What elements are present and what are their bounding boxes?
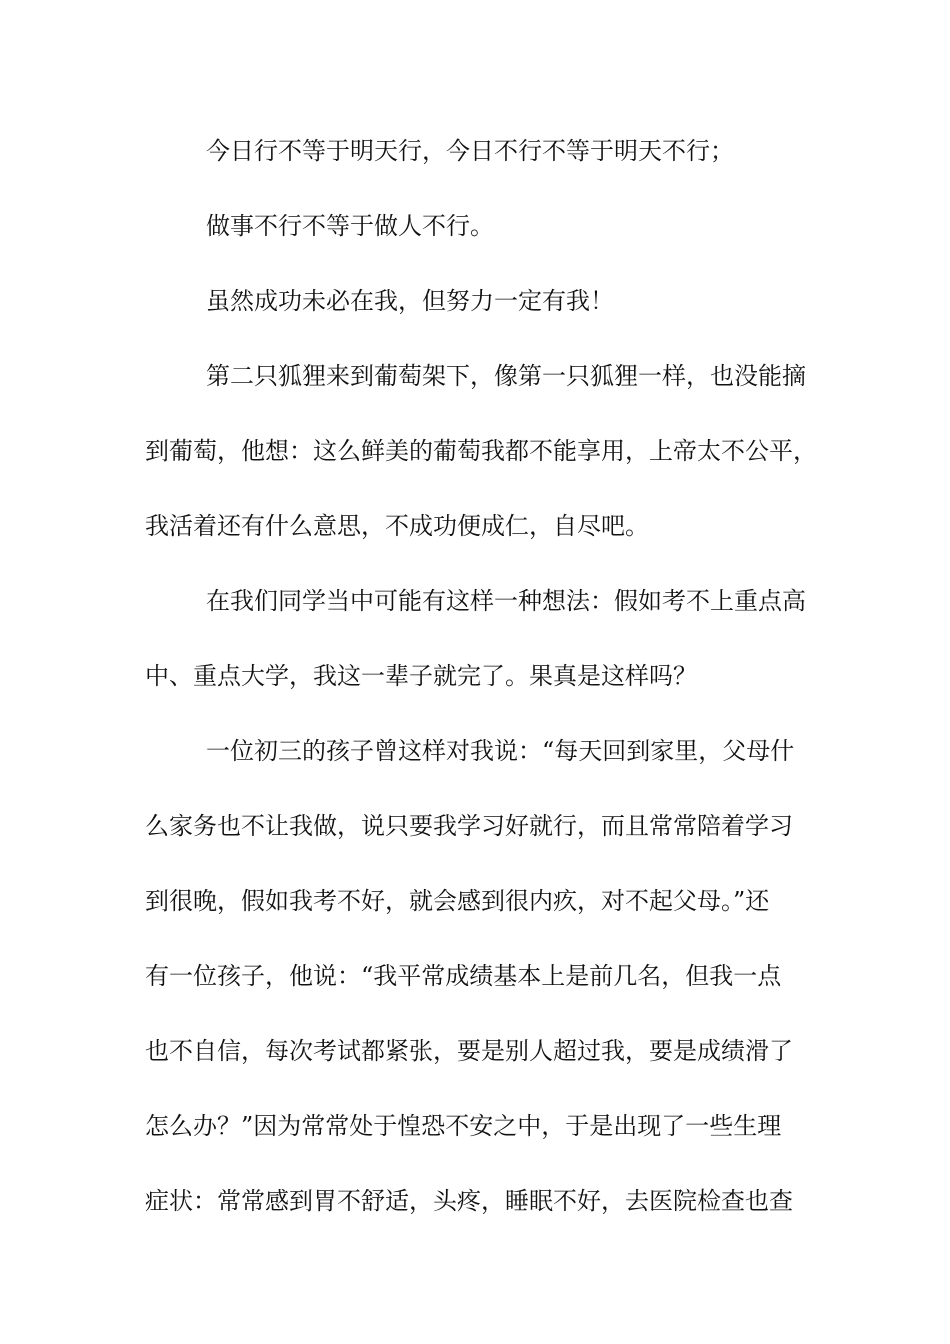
text-line: 虽然成功未必在我，但努力一定有我！ [206, 287, 614, 315]
text-line: 第二只狐狸来到葡萄架下，像第一只狐狸一样，也没能摘 [206, 362, 806, 390]
text-line: 今日行不等于明天行，今日不行不等于明天不行； [206, 137, 734, 165]
text-line: 一位初三的孩子曾这样对我说：“每天回到家里，父母什 [206, 737, 795, 765]
text-line: 在我们同学当中可能有这样一种想法：假如考不上重点高 [206, 587, 806, 615]
text-line: 有一位孩子，他说：“我平常成绩基本上是前几名，但我一点 [145, 962, 782, 990]
text-line: 症状：常常感到胃不舒适，头疼，睡眠不好，去医院检查也查 [145, 1187, 793, 1215]
text-line: 怎么办？”因为常常处于惶恐不安之中，于是出现了一些生理 [145, 1112, 782, 1140]
text-line: 到葡萄，他想：这么鲜美的葡萄我都不能享用，上帝太不公平， [145, 437, 817, 465]
text-line: 么家务也不让我做，说只要我学习好就行，而且常常陪着学习 [145, 812, 793, 840]
text-line: 做事不行不等于做人不行。 [206, 212, 494, 240]
text-line: 中、重点大学，我这一辈子就完了。果真是这样吗？ [145, 662, 697, 690]
text-line: 我活着还有什么意思，不成功便成仁，自尽吧。 [145, 512, 649, 540]
text-line: 也不自信，每次考试都紧张，要是别人超过我，要是成绩滑了 [145, 1037, 793, 1065]
text-line: 到很晚，假如我考不好，就会感到很内疚，对不起父母。”还 [145, 887, 770, 915]
